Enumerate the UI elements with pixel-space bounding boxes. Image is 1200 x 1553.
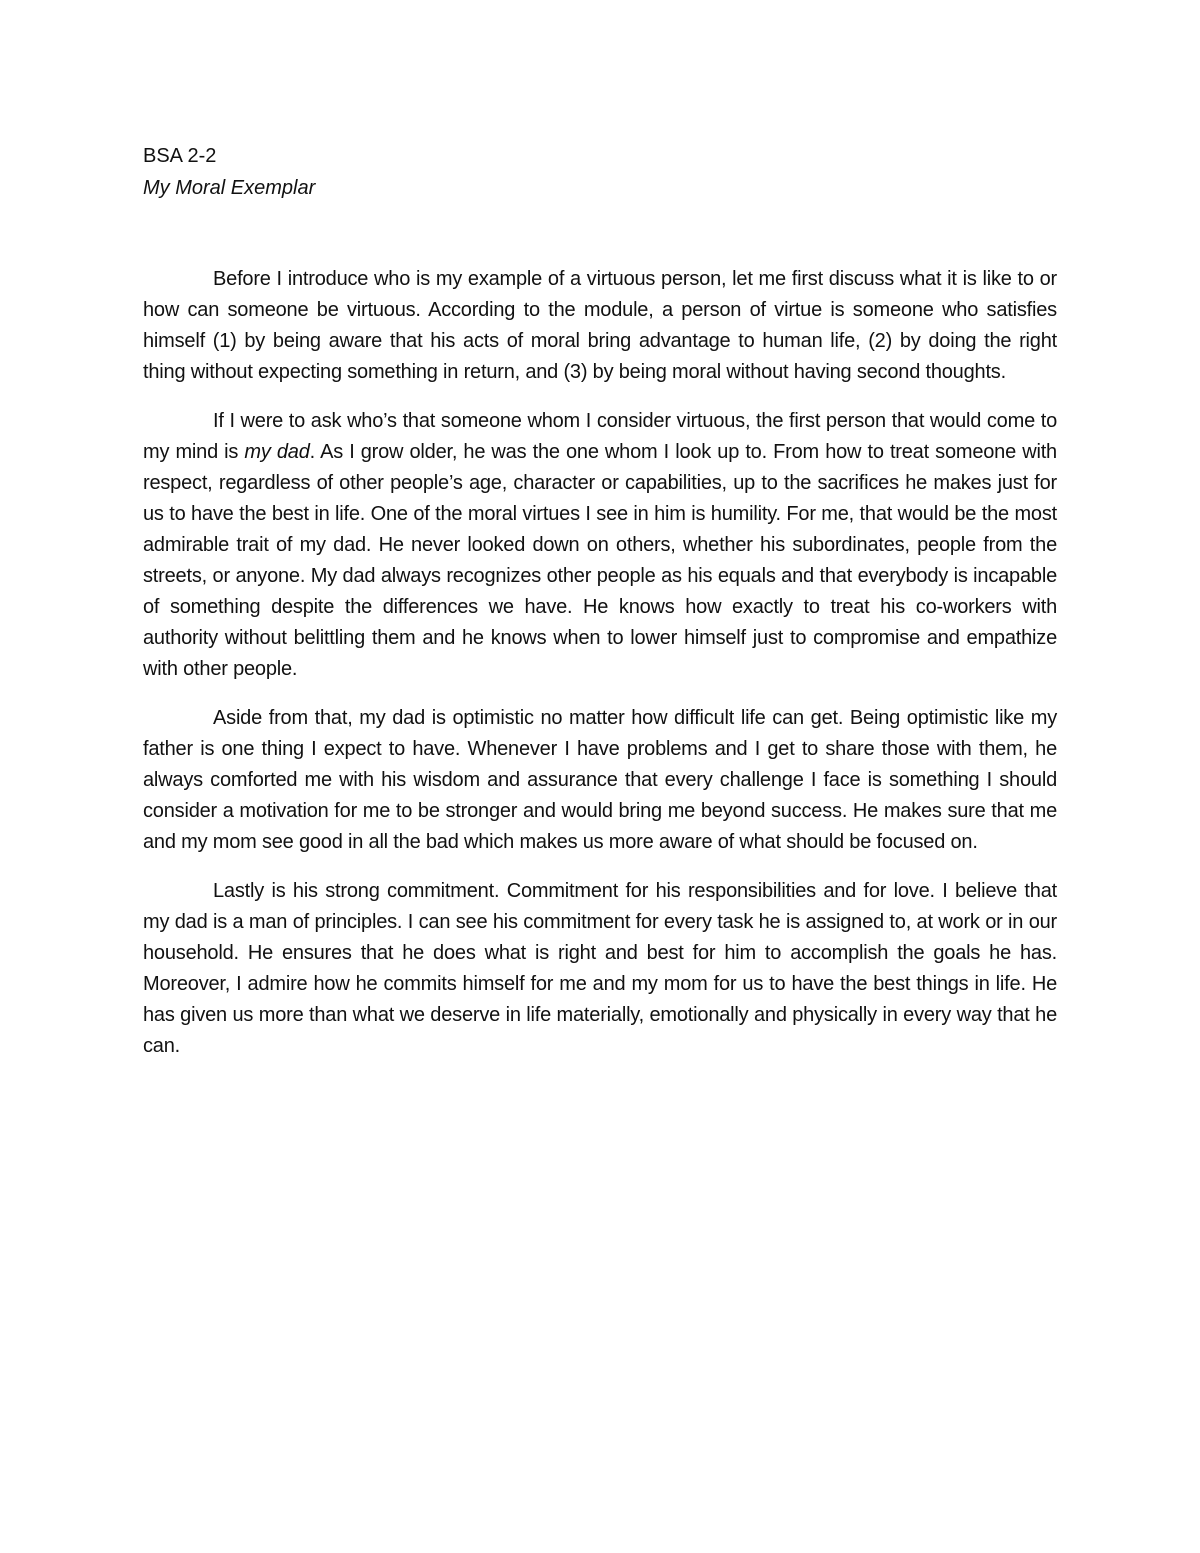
document-body (143, 264, 1057, 1080)
paragraph-humility (143, 406, 1057, 685)
document-header (143, 140, 1057, 204)
section-code: BSA 2-2 (143, 145, 217, 167)
emphasis-my-dad: my dad (244, 441, 310, 463)
paragraph-virtue-definition: Before I introduce who is my example of a virtuous person, let me first discuss what it is like to or how can someone be virtuous. According to the module, a person of virtue is someone who satisfies himself (1) by being aware that his acts of moral bring advantage to human life, (2) by doing the right thing without expecting something in return, and (3) by being moral without having second thoughts. (143, 268, 1057, 383)
paragraph-optimism: Aside from that, my dad is optimistic no matter how difficult life can get. Being optimistic like my father is one thing I expect to have. Whenever I have problems and I get to share those with them, he always comforted me with his wisdom and assurance that every challenge I face is something I should consider a motivation for me to be stronger and would bring me beyond success. He makes sure that me and my mom see good in all the bad which makes us more aware of what should be focused on. (143, 707, 1057, 853)
paragraph-humility-after: . As I grow older, he was the one whom I look up to. From how to treat someone with respect, regardless of other people’s age, character or capabilities, up to the sacrifices he makes just for us to have the best in life. One of the moral virtues I see in him is humility. For me, that would be the most admirable trait of my dad. He never looked down on others, whether his subordinates, people from the streets, or anyone. My dad always recognizes other people as his equals and that everybody is incapable of something despite the differences we have. He knows how exactly to treat his co-workers with authority without belittling them and he knows when to lower himself just to compromise and empathize with other people. (143, 441, 1057, 680)
paragraph-commitment: Lastly is his strong commitment. Commitment for his responsibilities and for love. I believe that my dad is a man of principles. I can see his commitment for every task he is assigned to, at work or in our household. He ensures that he does what is right and best for him to accomplish the goals he has. Moreover, I admire how he commits himself for me and my mom for us to have the best things in life. He has given us more than what we deserve in life materially, emotionally and physically in every way that he can. (143, 880, 1057, 1057)
paragraph-humility-before: If I were to ask who’s that someone whom I consider virtuous, the first person that would come to my mind is (143, 410, 1057, 463)
document-title: My Moral Exemplar (143, 177, 316, 199)
